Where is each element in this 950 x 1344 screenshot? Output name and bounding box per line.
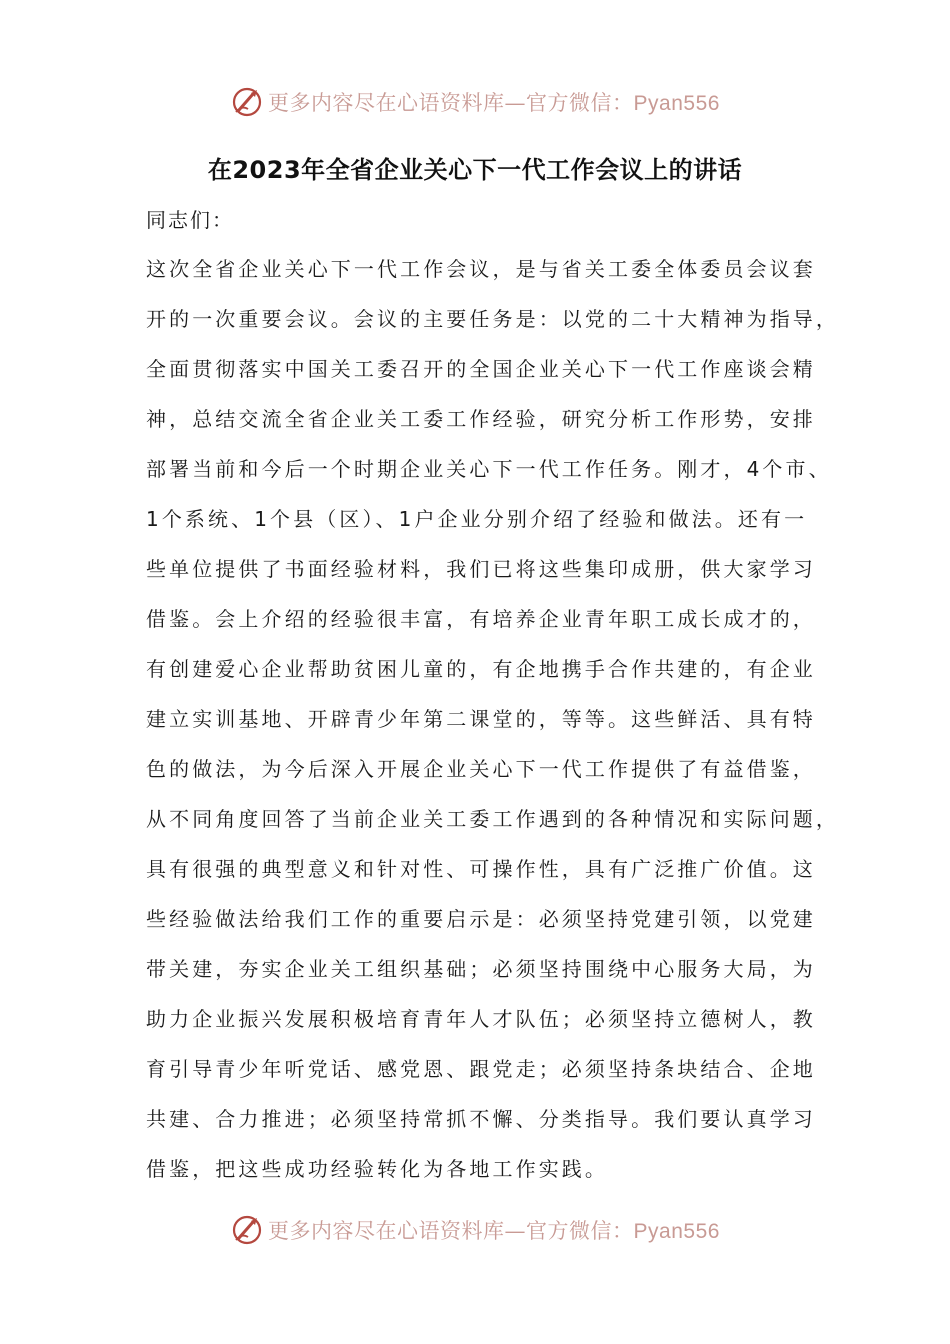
banner-account: Pyan556 — [633, 1220, 720, 1243]
paragraph-line: 从不同角度回答了当前企业关工委工作遇到的各种情况和实际问题， — [146, 807, 839, 831]
salutation: 同志们： — [146, 208, 234, 232]
paragraph-line: 具有很强的典型意义和针对性、可操作性，具有广泛推广价值。这 — [146, 857, 816, 881]
paragraph-line: 这次全省企业关心下一代工作会议，是与省关工委全体委员会议套 — [146, 257, 816, 281]
banner-dash: — — [504, 91, 527, 115]
pen-logo-icon — [230, 1213, 264, 1247]
pen-logo-icon — [230, 85, 264, 119]
document-title: 在2023年全省企业关心下一代工作会议上的讲话 — [207, 156, 743, 184]
paragraph-line: 全面贯彻落实中国关工委召开的全国企业关心下一代工作座谈会精 — [146, 357, 816, 381]
banner-site-name: 更多内容尽在心语资料库 — [268, 91, 505, 115]
paragraph-line: 助力企业振兴发展积极培育青年人才队伍；必须坚持立德树人，教 — [146, 1007, 816, 1031]
paragraph-line: 借鉴，把这些成功经验转化为各地工作实践。 — [146, 1157, 608, 1181]
paragraph-line: 1个系统、1个县（区）、1户企业分别介绍了经验和做法。还有一 — [146, 507, 808, 531]
paragraph-line: 有创建爱心企业帮助贫困儿童的，有企地携手合作共建的，有企业 — [146, 657, 816, 681]
body-paragraph — [146, 244, 839, 1194]
banner-dash: — — [504, 1219, 527, 1243]
paragraph-line: 借鉴。会上介绍的经验很丰富，有培养企业青年职工成长成才的， — [146, 607, 816, 631]
banner-official-label: 官方微信： — [526, 1219, 634, 1243]
banner-site-name: 更多内容尽在心语资料库 — [268, 1219, 505, 1243]
paragraph-line: 部署当前和今后一个时期企业关心下一代工作任务。刚才，4个市、 — [146, 457, 832, 481]
banner-text — [268, 1215, 720, 1245]
paragraph-line: 建立实训基地、开辟青少年第二课堂的，等等。这些鲜活、具有特 — [146, 707, 816, 731]
paragraph-line: 共建、合力推进；必须坚持常抓不懈、分类指导。我们要认真学习 — [146, 1107, 816, 1131]
paragraph-line: 神，总结交流全省企业关工委工作经验，研究分析工作形势，安排 — [146, 407, 816, 431]
paragraph-line: 育引导青少年听党话、感党恩、跟党走；必须坚持条块结合、企地 — [146, 1057, 816, 1081]
header-banner — [0, 80, 950, 124]
banner-account: Pyan556 — [633, 92, 720, 115]
banner-text — [268, 87, 720, 117]
paragraph-line: 开的一次重要会议。会议的主要任务是：以党的二十大精神为指导， — [146, 307, 839, 331]
paragraph-line: 色的做法，为今后深入开展企业关心下一代工作提供了有益借鉴， — [146, 757, 816, 781]
paragraph-line: 些单位提供了书面经验材料，我们已将这些集印成册，供大家学习 — [146, 557, 816, 581]
paragraph-line: 带关建，夯实企业关工组织基础；必须坚持围绕中心服务大局，为 — [146, 957, 816, 981]
footer-banner — [0, 1208, 950, 1252]
banner-official-label: 官方微信： — [526, 91, 634, 115]
paragraph-line: 些经验做法给我们工作的重要启示是：必须坚持党建引领，以党建 — [146, 907, 816, 931]
